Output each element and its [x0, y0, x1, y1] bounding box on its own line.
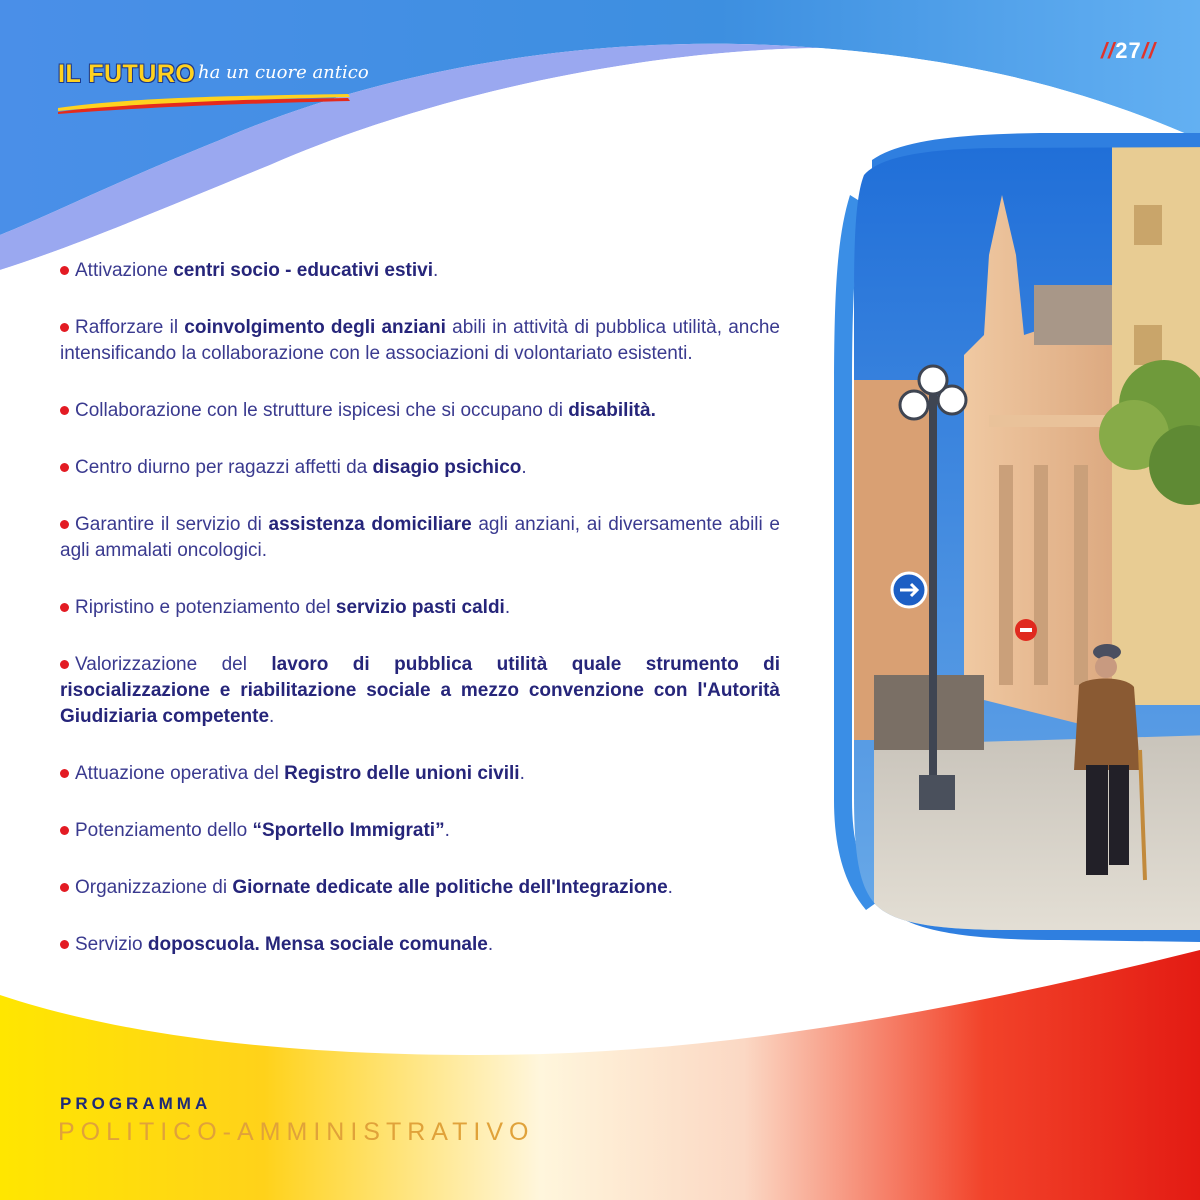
item-text: . — [269, 706, 275, 727]
item-highlight: doposcuola. Mensa sociale comunale — [147, 934, 488, 955]
list-item — [60, 761, 780, 787]
bullet-dot-icon — [60, 520, 69, 529]
item-highlight: coinvolgimento degli anziani — [184, 317, 446, 338]
item-text: . — [667, 877, 673, 898]
list-item — [60, 258, 780, 284]
item-text: Garantire il servizio di — [75, 514, 269, 535]
list-item — [60, 595, 780, 621]
logo-title: IL FUTURO — [58, 60, 196, 88]
list-item — [60, 875, 780, 901]
item-text: abili in attività di pubblica utilità, anche intensificando la collaborazione con le associazioni di volontariato esistenti. — [60, 317, 780, 364]
item-highlight: Giornate dedicate alle politiche dell'Integrazione — [232, 877, 668, 898]
logo-swoosh-icon — [58, 84, 358, 114]
item-highlight: lavoro di pubblica utilità quale strumento di risocializzazione e riabilitazione sociale a mezzo convenzione con l'Autorità Giudiziaria competente — [60, 654, 780, 727]
page-number-value: 27 — [1115, 38, 1142, 63]
page-number-suffix: // — [1141, 38, 1156, 63]
page-number — [1101, 38, 1156, 64]
item-text: . — [519, 763, 525, 784]
photo-illustration — [834, 135, 1200, 935]
item-highlight: assistenza domiciliare — [268, 514, 472, 535]
item-text: Valorizzazione del — [75, 654, 272, 675]
item-text: agli anziani, ai diversamente abili e agli ammalati oncologici. — [60, 514, 780, 561]
item-highlight: servizio pasti caldi — [335, 597, 505, 618]
list-item — [60, 315, 780, 367]
item-text: Ripristino e potenziamento del — [75, 597, 336, 618]
program-list — [60, 258, 780, 989]
list-item — [60, 932, 780, 958]
item-text: Servizio — [75, 934, 148, 955]
bullet-dot-icon — [60, 940, 69, 949]
item-text: Rafforzare il — [75, 317, 185, 338]
logo — [58, 58, 369, 118]
bullet-dot-icon — [60, 323, 69, 332]
footer-label: PROGRAMMA — [60, 1094, 212, 1113]
bullet-dot-icon — [60, 463, 69, 472]
item-text: . — [521, 457, 527, 478]
item-highlight: centri socio - educativi estivi — [173, 260, 433, 281]
list-item — [60, 455, 780, 481]
bullet-dot-icon — [60, 883, 69, 892]
list-item — [60, 512, 780, 564]
bullet-dot-icon — [60, 769, 69, 778]
list-item — [60, 818, 780, 844]
item-highlight: disabilità. — [568, 400, 656, 421]
item-text: Collaborazione con le strutture ispicesi che si occupano di — [75, 400, 569, 421]
item-text: Potenziamento dello — [75, 820, 253, 841]
logo-tagline: ha un cuore antico — [198, 62, 369, 83]
bullet-dot-icon — [60, 603, 69, 612]
item-text: . — [504, 597, 511, 618]
item-text: . — [487, 934, 494, 955]
bullet-dot-icon — [60, 826, 69, 835]
bullet-dot-icon — [60, 266, 69, 275]
item-highlight: “Sportello Immigrati” — [252, 820, 445, 841]
item-text: Attivazione — [75, 260, 174, 281]
list-item — [60, 398, 780, 424]
footer-title: POLITICO-AMMINISTRATIVO — [58, 1118, 535, 1146]
list-item — [60, 652, 780, 730]
item-text: Centro diurno per ragazzi affetti da — [75, 457, 373, 478]
bullet-dot-icon — [60, 660, 69, 669]
item-highlight: Registro delle unioni civili — [284, 763, 520, 784]
item-text: . — [433, 260, 439, 281]
item-text: Organizzazione di — [75, 877, 233, 898]
page-number-prefix: // — [1101, 38, 1116, 63]
item-text: . — [444, 820, 450, 841]
photo-church-street — [834, 135, 1200, 935]
bullet-dot-icon — [60, 406, 69, 415]
item-text: Attuazione operativa del — [75, 763, 285, 784]
item-highlight: disagio psichico — [372, 457, 522, 478]
